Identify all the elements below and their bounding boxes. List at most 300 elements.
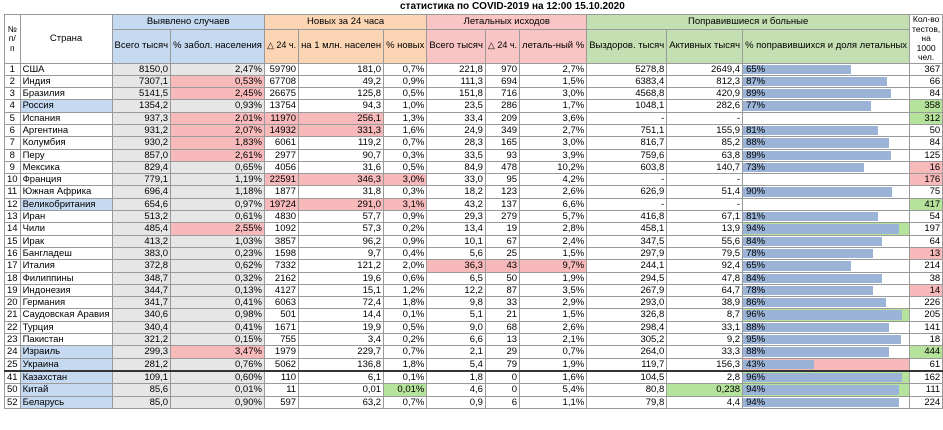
row-deaths-total: 1,8: [427, 371, 486, 384]
row-lethal: 2,6%: [520, 321, 587, 333]
table-row: [5, 112, 943, 124]
row-active: 51,4: [667, 186, 743, 198]
recovered-pct-text: 95%: [746, 334, 766, 346]
row-recovered: 305,2: [587, 334, 667, 346]
row-recovered: 104,5: [587, 371, 667, 384]
row-new24: 19724: [264, 198, 298, 210]
row-pct-rec: [743, 371, 910, 384]
row-pct-pop: 1,03%: [171, 235, 265, 247]
row-total: 109,1: [112, 371, 171, 384]
row-deaths-total: 5,4: [427, 358, 486, 371]
row-deaths-total: 5,6: [427, 247, 486, 259]
row-pct-pop: 1,83%: [171, 137, 265, 149]
row-pct-pop: 0,01%: [171, 384, 265, 396]
recovered-pct-text: 96%: [746, 309, 766, 321]
row-pct-new: 0,5%: [384, 88, 427, 100]
table-body: [5, 63, 943, 408]
row-active: 420,9: [667, 88, 743, 100]
row-pct-new: 0,7%: [384, 137, 427, 149]
row-total: 696,4: [112, 186, 171, 198]
row-new24: 110: [264, 371, 298, 384]
row-deaths-total: 33,4: [427, 112, 486, 124]
row-deaths-d24: 19: [485, 223, 519, 235]
row-pct-pop: 0,41%: [171, 321, 265, 333]
row-deaths-total: 36,3: [427, 260, 486, 272]
row-deaths-d24: 970: [485, 63, 519, 75]
row-country: Индия: [20, 75, 112, 87]
row-pct-new: 0,9%: [384, 211, 427, 223]
row-recovered: 79,8: [587, 396, 667, 408]
row-pct-pop: 0,13%: [171, 284, 265, 296]
row-deaths-d24: 137: [485, 198, 519, 210]
row-pct-rec: [743, 346, 910, 358]
row-per1m: 331,3: [299, 124, 384, 136]
row-total: 85,6: [112, 384, 171, 396]
row-tests: 226: [910, 297, 943, 309]
row-lethal: 5,4%: [520, 384, 587, 396]
row-lethal: 10,2%: [520, 161, 587, 173]
sub-per1m: на 1 млн. населен: [299, 29, 384, 63]
row-per1m: 0,01: [299, 384, 384, 396]
row-pct-pop: 0,76%: [171, 358, 265, 371]
row-lethal: 5,7%: [520, 211, 587, 223]
row-active: 812,3: [667, 75, 743, 87]
row-tests: 444: [910, 346, 943, 358]
row-num: 11: [5, 186, 21, 198]
covid-stats-table: [4, 14, 943, 409]
row-new24: 26675: [264, 88, 298, 100]
row-pct-new: 1,0%: [384, 100, 427, 112]
table-row: [5, 198, 943, 210]
row-lethal: 4,2%: [520, 174, 587, 186]
row-num: 7: [5, 137, 21, 149]
row-tests: 312: [910, 112, 943, 124]
row-deaths-total: 24,9: [427, 124, 486, 136]
row-new24: 13754: [264, 100, 298, 112]
sub-deaths-total-k: Всего тысяч: [427, 29, 486, 63]
row-active: 9,2: [667, 334, 743, 346]
row-recovered: 603,8: [587, 161, 667, 173]
row-deaths-total: 33,0: [427, 174, 486, 186]
table-row: [5, 334, 943, 346]
row-per1m: 229,7: [299, 346, 384, 358]
table-row: [5, 235, 943, 247]
row-total: 85,0: [112, 396, 171, 408]
row-lethal: 9,7%: [520, 260, 587, 272]
recovered-pct-text: 88%: [746, 137, 766, 149]
row-recovered: 6383,4: [587, 75, 667, 87]
row-new24: 4830: [264, 211, 298, 223]
row-active: 0,238: [667, 384, 743, 396]
table-row: [5, 88, 943, 100]
row-deaths-d24: 165: [485, 137, 519, 149]
row-deaths-d24: 6: [485, 396, 519, 408]
row-country: США: [20, 63, 112, 75]
row-active: 47,8: [667, 272, 743, 284]
row-num: 18: [5, 272, 21, 284]
sub-pct-rec: % поправившихся и доля летальных: [743, 29, 910, 63]
row-deaths-d24: 286: [485, 100, 519, 112]
row-deaths-d24: 478: [485, 161, 519, 173]
row-deaths-total: 9,8: [427, 297, 486, 309]
sub-deaths-d24: △ 24 ч.: [485, 29, 519, 63]
recovered-pct-text: [743, 174, 746, 185]
row-pct-rec: [743, 223, 910, 235]
row-pct-new: 0,4%: [384, 247, 427, 259]
row-active: 140,7: [667, 161, 743, 173]
col-num-header: № п/п: [5, 15, 21, 64]
row-deaths-d24: 33: [485, 297, 519, 309]
row-pct-pop: 1,19%: [171, 174, 265, 186]
row-country: Перу: [20, 149, 112, 161]
table-row: [5, 371, 943, 384]
row-per1m: 15,1: [299, 284, 384, 296]
row-pct-rec: [743, 247, 910, 259]
row-pct-new: 2,0%: [384, 260, 427, 272]
row-lethal: 2,6%: [520, 186, 587, 198]
row-new24: 501: [264, 309, 298, 321]
row-lethal: 3,5%: [520, 284, 587, 296]
row-recovered: 626,9: [587, 186, 667, 198]
row-total: 341,7: [112, 297, 171, 309]
row-pct-new: 0,01%: [384, 384, 427, 396]
col-new24-header: Новых за 24 часа: [264, 15, 426, 30]
row-pct-rec: [743, 149, 910, 161]
row-pct-rec: [743, 124, 910, 136]
row-active: 38,9: [667, 297, 743, 309]
row-tests: 61: [910, 358, 943, 371]
row-num: 5: [5, 112, 21, 124]
row-active: 33,3: [667, 346, 743, 358]
row-per1m: 121,2: [299, 260, 384, 272]
table-row: [5, 260, 943, 272]
row-deaths-total: 9,0: [427, 321, 486, 333]
recovered-bar: [743, 89, 891, 98]
row-tests: 84: [910, 137, 943, 149]
row-per1m: 3,4: [299, 334, 384, 346]
row-total: 937,3: [112, 112, 171, 124]
row-pct-new: 0,1%: [384, 371, 427, 384]
row-new24: 59790: [264, 63, 298, 75]
row-new24: 67708: [264, 75, 298, 87]
row-num: 2: [5, 75, 21, 87]
row-recovered: 80,8: [587, 384, 667, 396]
row-country: Мексика: [20, 161, 112, 173]
recovered-bar: [743, 335, 901, 344]
sub-lethal: леталь-ный %: [520, 29, 587, 63]
row-pct-rec: [743, 63, 910, 75]
recovered-pct-text: 73%: [746, 161, 766, 173]
row-pct-rec: [743, 88, 910, 100]
row-lethal: 3,6%: [520, 112, 587, 124]
row-recovered: 294,5: [587, 272, 667, 284]
row-pct-rec: [743, 186, 910, 198]
row-country: Ирак: [20, 235, 112, 247]
row-per1m: 136,8: [299, 358, 384, 371]
row-per1m: 31,8: [299, 186, 384, 198]
row-total: 340,6: [112, 309, 171, 321]
row-lethal: 1,5%: [520, 309, 587, 321]
recovered-pct-text: [743, 113, 746, 124]
row-new24: 1598: [264, 247, 298, 259]
row-num: 14: [5, 223, 21, 235]
row-active: 156,3: [667, 358, 743, 371]
row-pct-rec: [743, 297, 910, 309]
row-pct-pop: 1,18%: [171, 186, 265, 198]
row-total: 931,2: [112, 124, 171, 136]
row-num: 52: [5, 396, 21, 408]
row-deaths-d24: 13: [485, 334, 519, 346]
row-num: 24: [5, 346, 21, 358]
row-new24: 597: [264, 396, 298, 408]
recovered-pct-text: 87%: [746, 75, 766, 87]
row-pct-rec: [743, 235, 910, 247]
row-num: 16: [5, 247, 21, 259]
row-pct-pop: 2,07%: [171, 124, 265, 136]
row-pct-new: 3,1%: [384, 198, 427, 210]
row-active: 92,4: [667, 260, 743, 272]
table-row: [5, 346, 943, 358]
row-new24: 2977: [264, 149, 298, 161]
recovered-pct-text: 78%: [746, 247, 766, 259]
row-deaths-d24: 209: [485, 112, 519, 124]
recovered-pct-text: 43%: [746, 358, 766, 370]
row-tests: 16: [910, 161, 943, 173]
row-recovered: 119,7: [587, 358, 667, 371]
row-pct-new: 0,6%: [384, 272, 427, 284]
row-deaths-total: 12,2: [427, 284, 486, 296]
row-lethal: 1,9%: [520, 272, 587, 284]
row-deaths-d24: 50: [485, 272, 519, 284]
row-new24: 1671: [264, 321, 298, 333]
recovered-pct-text: 81%: [746, 124, 766, 136]
row-deaths-total: 221,8: [427, 63, 486, 75]
row-num: 9: [5, 161, 21, 173]
row-lethal: 6,6%: [520, 198, 587, 210]
row-pct-pop: 0,93%: [171, 100, 265, 112]
row-deaths-total: 18,2: [427, 186, 486, 198]
row-new24: 5062: [264, 358, 298, 371]
row-recovered: 326,8: [587, 309, 667, 321]
row-country: Турция: [20, 321, 112, 333]
row-active: 33,1: [667, 321, 743, 333]
row-pct-new: 0,7%: [384, 63, 427, 75]
table-row: [5, 223, 943, 235]
row-new24: 3857: [264, 235, 298, 247]
recovered-pct-text: 86%: [746, 297, 766, 309]
row-pct-pop: 0,61%: [171, 211, 265, 223]
table-row: [5, 396, 943, 408]
row-per1m: 6,1: [299, 371, 384, 384]
row-num: 10: [5, 174, 21, 186]
row-lethal: 2,7%: [520, 63, 587, 75]
row-num: 3: [5, 88, 21, 100]
row-deaths-d24: 79: [485, 358, 519, 371]
row-pct-pop: 0,62%: [171, 260, 265, 272]
row-deaths-d24: 68: [485, 321, 519, 333]
row-new24: 11970: [264, 112, 298, 124]
row-total: 383,0: [112, 247, 171, 259]
row-num: 15: [5, 235, 21, 247]
row-new24: 6063: [264, 297, 298, 309]
row-recovered: -: [587, 174, 667, 186]
recovered-pct-text: 94%: [746, 223, 766, 235]
row-country: Израиль: [20, 346, 112, 358]
row-country: Великобритания: [20, 198, 112, 210]
sub-rec-k: Выздоров. тысяч: [587, 29, 667, 63]
row-tests: 367: [910, 63, 943, 75]
recovered-pct-text: 88%: [746, 346, 766, 358]
row-pct-new: 0,9%: [384, 75, 427, 87]
row-lethal: 1,9%: [520, 358, 587, 371]
row-recovered: 458,1: [587, 223, 667, 235]
row-deaths-d24: 279: [485, 211, 519, 223]
row-pct-new: 1,2%: [384, 284, 427, 296]
row-pct-pop: 0,23%: [171, 247, 265, 259]
recovered-pct-text: 77%: [746, 100, 766, 112]
row-tests: 13: [910, 247, 943, 259]
recovered-pct-text: 94%: [746, 384, 766, 396]
row-tests: 64: [910, 235, 943, 247]
row-lethal: 1,5%: [520, 75, 587, 87]
row-country: Аргентина: [20, 124, 112, 136]
row-pct-rec: [743, 384, 910, 396]
row-active: 8,7: [667, 309, 743, 321]
sub-pct-pop: % забол. населения: [171, 29, 265, 63]
row-pct-pop: 2,47%: [171, 63, 265, 75]
recovered-bar: [743, 224, 899, 233]
row-recovered: 5278,8: [587, 63, 667, 75]
row-num: 50: [5, 384, 21, 396]
row-pct-pop: 0,60%: [171, 371, 265, 384]
col-tests-header: Кол-во тестов, на 1000 чел.: [910, 15, 943, 64]
row-per1m: 49,2: [299, 75, 384, 87]
table-row: [5, 211, 943, 223]
row-deaths-total: 4,6: [427, 384, 486, 396]
row-pct-new: 0,2%: [384, 223, 427, 235]
row-num: 4: [5, 100, 21, 112]
row-country: Чили: [20, 223, 112, 235]
row-total: 513,2: [112, 211, 171, 223]
recovered-pct-text: 84%: [746, 235, 766, 247]
row-num: 19: [5, 284, 21, 296]
row-pct-rec: [743, 211, 910, 223]
table-row: [5, 63, 943, 75]
recovered-pct-text: 94%: [746, 396, 766, 408]
recovered-bar: [743, 151, 891, 160]
row-per1m: 19,9: [299, 321, 384, 333]
row-pct-rec: [743, 260, 910, 272]
row-country: Испания: [20, 112, 112, 124]
row-pct-rec: [743, 321, 910, 333]
row-country: Германия: [20, 297, 112, 309]
row-country: Украина: [20, 358, 112, 371]
row-recovered: 1048,1: [587, 100, 667, 112]
row-new24: 755: [264, 334, 298, 346]
row-lethal: 2,9%: [520, 297, 587, 309]
table-row: [5, 161, 943, 173]
row-per1m: 96,2: [299, 235, 384, 247]
row-active: 64,7: [667, 284, 743, 296]
row-active: 4,4: [667, 396, 743, 408]
row-lethal: 3,0%: [520, 137, 587, 149]
col-detected-header: Выявлено случаев: [112, 15, 264, 30]
row-total: 281,2: [112, 358, 171, 371]
row-pct-new: 0,5%: [384, 321, 427, 333]
row-pct-rec: [743, 75, 910, 87]
row-active: 63,8: [667, 149, 743, 161]
row-active: 85,2: [667, 137, 743, 149]
row-total: 344,7: [112, 284, 171, 296]
col-recovered-header: Поправившиеся и больные: [587, 15, 910, 30]
row-pct-rec: [743, 396, 910, 408]
recovered-pct-text: 81%: [746, 211, 766, 223]
row-num: 13: [5, 211, 21, 223]
row-deaths-d24: 29: [485, 346, 519, 358]
row-num: 1: [5, 63, 21, 75]
table-row: [5, 186, 943, 198]
row-per1m: 9,7: [299, 247, 384, 259]
row-num: 41: [5, 371, 21, 384]
row-per1m: 346,3: [299, 174, 384, 186]
row-total: 485,4: [112, 223, 171, 235]
row-active: -: [667, 198, 743, 210]
row-deaths-d24: 0: [485, 371, 519, 384]
row-new24: 1979: [264, 346, 298, 358]
row-total: 857,0: [112, 149, 171, 161]
row-active: 79,5: [667, 247, 743, 259]
row-num: 22: [5, 321, 21, 333]
table-row: [5, 272, 943, 284]
row-deaths-d24: 93: [485, 149, 519, 161]
row-per1m: 19,6: [299, 272, 384, 284]
row-pct-rec: [743, 112, 910, 124]
row-total: 348,7: [112, 272, 171, 284]
row-new24: 1877: [264, 186, 298, 198]
row-pct-pop: 2,45%: [171, 88, 265, 100]
row-new24: 11: [264, 384, 298, 396]
recovered-pct-text: 65%: [746, 63, 766, 75]
row-pct-new: 3,0%: [384, 174, 427, 186]
row-tests: 14: [910, 284, 943, 296]
row-pct-new: 0,7%: [384, 396, 427, 408]
table-row: [5, 124, 943, 136]
row-deaths-total: 13,4: [427, 223, 486, 235]
row-pct-rec: [743, 272, 910, 284]
row-recovered: 759,6: [587, 149, 667, 161]
row-pct-new: 0,2%: [384, 334, 427, 346]
recovered-pct-text: 88%: [746, 321, 766, 333]
col-deaths-header: Летальных исходов: [427, 15, 587, 30]
row-lethal: 1,5%: [520, 247, 587, 259]
row-per1m: 63,2: [299, 396, 384, 408]
row-pct-rec: [743, 334, 910, 346]
row-per1m: 57,3: [299, 223, 384, 235]
row-per1m: 72,4: [299, 297, 384, 309]
row-deaths-d24: 0: [485, 384, 519, 396]
row-recovered: 293,0: [587, 297, 667, 309]
row-country: Иран: [20, 211, 112, 223]
row-tests: 38: [910, 272, 943, 284]
table-row: [5, 321, 943, 333]
row-num: 20: [5, 297, 21, 309]
row-pct-pop: 3,47%: [171, 346, 265, 358]
row-deaths-total: 33,5: [427, 149, 486, 161]
row-num: 17: [5, 260, 21, 272]
row-per1m: 90,7: [299, 149, 384, 161]
recovered-pct-text: 96%: [746, 371, 766, 383]
row-pct-rec: [743, 161, 910, 173]
